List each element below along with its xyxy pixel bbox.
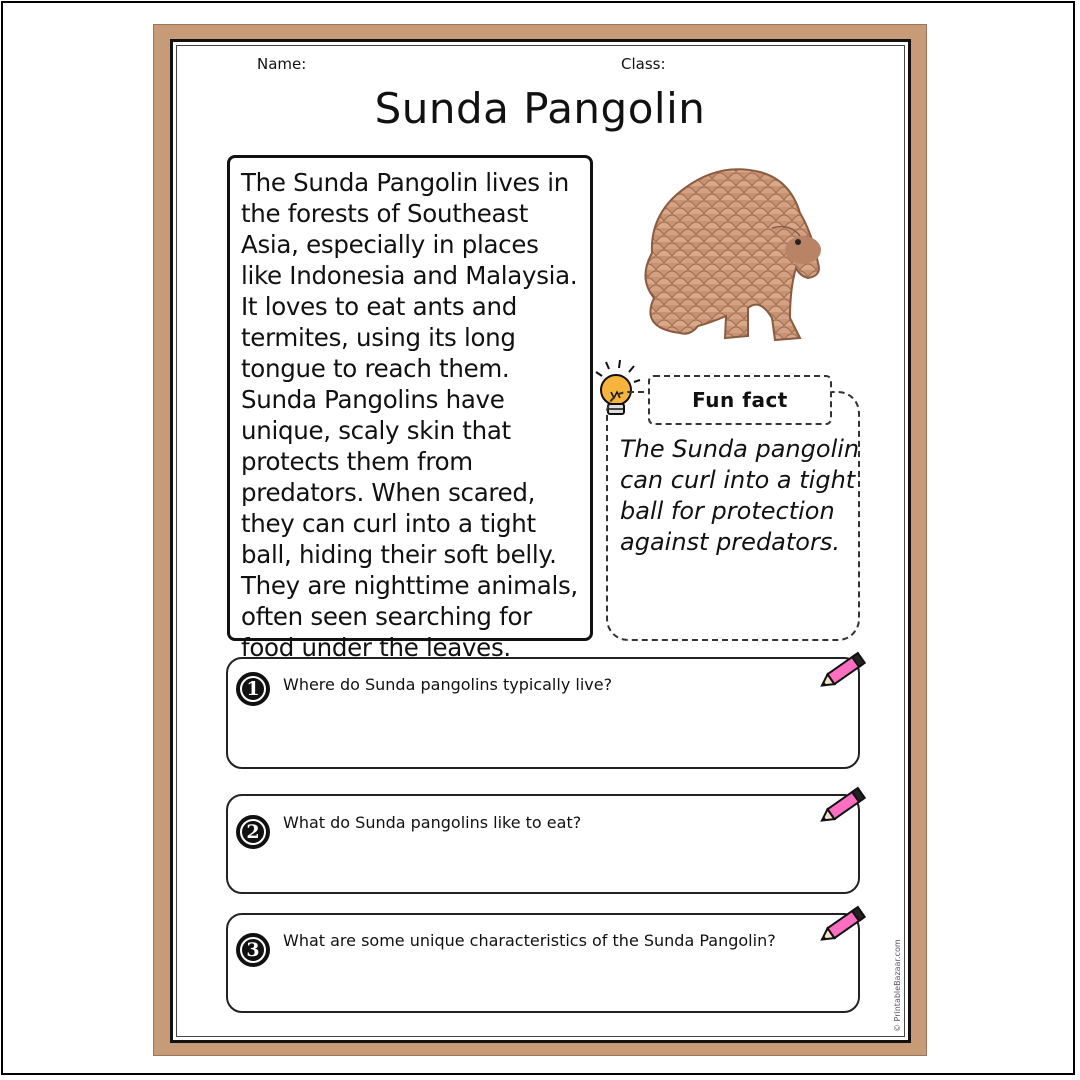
pencil-icon — [815, 783, 871, 831]
question-text: What do Sunda pangolins like to eat? — [283, 813, 582, 832]
answer-box-1[interactable] — [226, 657, 860, 769]
answer-box-2[interactable] — [226, 794, 860, 894]
question-text: What are some unique characteristics of the Sunda Pangolin? — [283, 931, 776, 950]
question-number-badge — [236, 933, 270, 967]
class-label: Class: — [621, 55, 666, 73]
pangolin-illustration — [640, 158, 830, 353]
question-number: 3 — [246, 939, 260, 961]
pencil-icon — [815, 902, 871, 950]
reading-passage-box — [227, 155, 593, 662]
question-number: 2 — [246, 821, 260, 843]
reading-passage: The Sunda Pangolin lives in the forests of Southeast Asia, especially in places like Indonesia and Malaysia. It loves to eat ants and termites, using its long tongue to reach them. Sunda Pangolins have unique, scaly skin that protects them from predators. When scared, they can curl into a tight ball, hiding their soft belly. They are nighttime animals, often seen searching for food under the leaves. — [241, 168, 578, 662]
copyright-text: © PrintableBazaar.com — [893, 939, 902, 1032]
pencil-icon — [815, 648, 871, 696]
fun-fact-text: The Sunda pangolin can curl into a tight ball for protection against predators. — [620, 435, 860, 556]
name-label: Name: — [257, 55, 307, 73]
question-text: Where do Sunda pangolins typically live? — [283, 675, 613, 694]
question-number-badge — [236, 672, 270, 706]
page-title: Sunda Pangolin — [374, 84, 706, 133]
question-number: 1 — [246, 678, 260, 700]
answer-box-3[interactable] — [226, 913, 860, 1013]
question-number-badge — [236, 815, 270, 849]
fun-fact-title: Fun fact — [648, 375, 832, 425]
